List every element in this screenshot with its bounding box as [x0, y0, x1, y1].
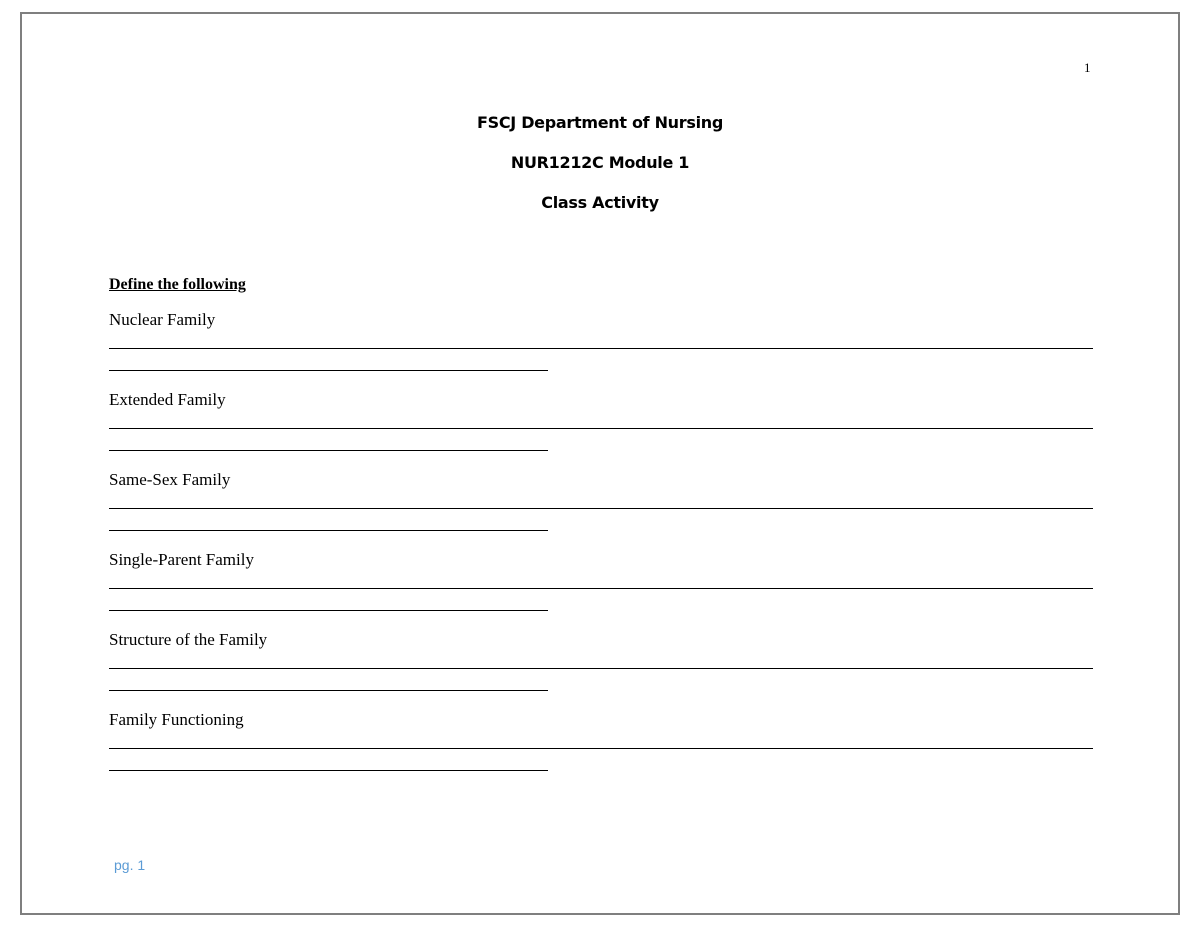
term-block-single-parent-family: [22, 550, 1178, 630]
term-label: Nuclear Family: [109, 310, 216, 329]
answer-line[interactable]: [109, 370, 548, 371]
answer-line[interactable]: [109, 748, 1093, 749]
answer-line[interactable]: [109, 690, 548, 691]
answer-line[interactable]: [109, 610, 548, 611]
answer-line[interactable]: [109, 348, 1093, 349]
answer-line[interactable]: [109, 508, 1093, 509]
answer-line[interactable]: [109, 668, 1093, 669]
answer-line[interactable]: [109, 428, 1093, 429]
section-title: Define the following: [109, 276, 246, 293]
term-block-extended-family: [22, 390, 1178, 470]
answer-line[interactable]: [109, 530, 548, 531]
term-label: Single-Parent Family: [109, 550, 254, 569]
term-label: Extended Family: [109, 390, 226, 409]
footer-page-label: pg. 1: [114, 857, 146, 873]
page-number: 1: [1084, 60, 1091, 75]
document-page: [20, 12, 1180, 915]
answer-line[interactable]: [109, 450, 548, 451]
answer-line[interactable]: [109, 588, 1093, 589]
term-block-nuclear-family: [22, 310, 1178, 390]
term-block-family-functioning: [22, 710, 1178, 790]
header-activity: Class Activity: [541, 193, 659, 212]
term-label: Family Functioning: [109, 710, 244, 729]
answer-line[interactable]: [109, 770, 548, 771]
header-course: NUR1212C Module 1: [510, 153, 690, 172]
term-label: Structure of the Family: [109, 630, 268, 649]
header-institution: FSCJ Department of Nursing: [476, 113, 724, 132]
term-block-same-sex-family: [22, 470, 1178, 550]
term-label: Same-Sex Family: [109, 470, 231, 489]
term-block-structure-of-family: [22, 630, 1178, 710]
